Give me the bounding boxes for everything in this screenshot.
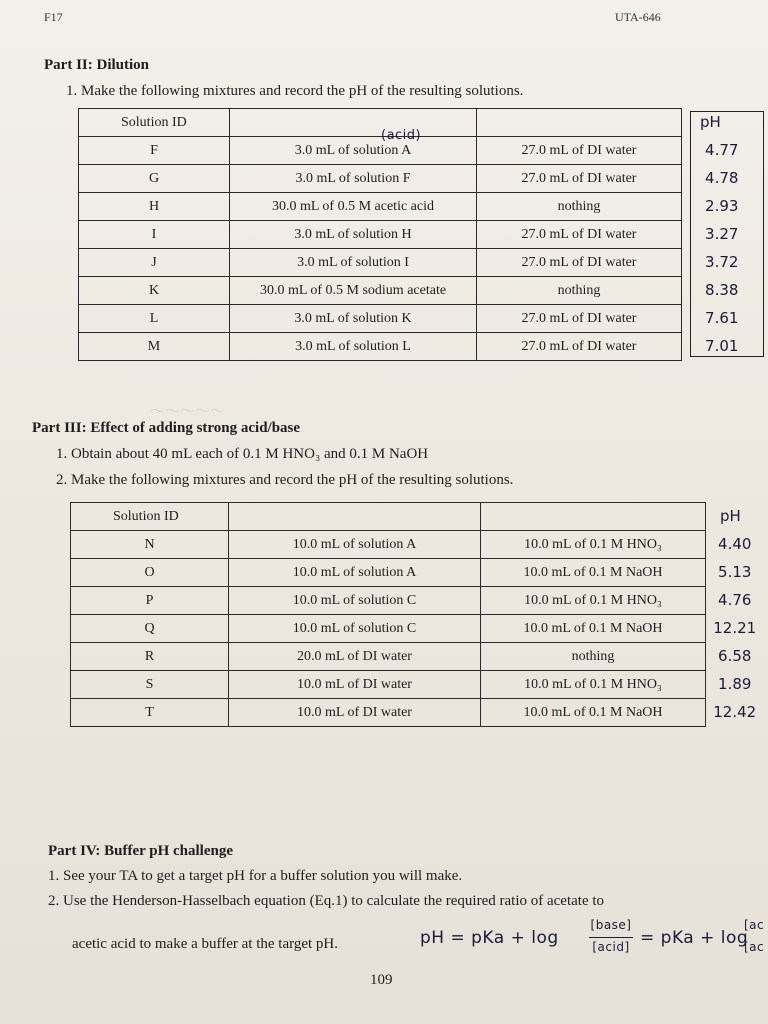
solution-id-cell: O: [71, 559, 229, 587]
component-b-cell: 27.0 mL of DI water: [477, 221, 682, 249]
component-b-cell: nothing: [477, 193, 682, 221]
solution-id-cell: H: [79, 193, 230, 221]
component-a-cell: 3.0 mL of solution A: [230, 137, 477, 165]
component-a-cell: 10.0 mL of DI water: [229, 671, 481, 699]
equation-numerator-2: [ac: [744, 918, 765, 932]
table-row: [71, 559, 764, 587]
table-row: [79, 333, 762, 361]
solution-id-header: Solution ID: [79, 109, 230, 137]
component-a-cell: 30.0 mL of 0.5 M acetic acid: [230, 193, 477, 221]
table-row: [79, 165, 762, 193]
table-row: [71, 531, 764, 559]
component-b-cell: nothing: [477, 277, 682, 305]
bleed-through-text: ～～～～～: [150, 402, 226, 420]
component-b-cell: 27.0 mL of DI water: [477, 165, 682, 193]
fraction-bar: [589, 937, 633, 938]
part3-item2: 2. Make the following mixtures and record the pH of the resulting solutions.: [56, 472, 514, 488]
ph-value-cell: [706, 615, 764, 643]
acid-annotation: (acid): [381, 128, 422, 143]
ph-value-cell: [706, 559, 764, 587]
ph-value: 4.78: [705, 169, 739, 187]
table-row: [71, 643, 764, 671]
component-a-cell: 10.0 mL of solution A: [229, 531, 481, 559]
component-a-cell: 3.0 mL of solution K: [230, 305, 477, 333]
solution-id-cell: S: [71, 671, 229, 699]
component-a-cell: 3.0 mL of solution F: [230, 165, 477, 193]
component-a-cell: 3.0 mL of solution L: [230, 333, 477, 361]
component-b-cell: 10.0 mL of 0.1 M NaOH: [481, 559, 706, 587]
dilution-table: [78, 108, 762, 361]
component-b-cell: 10.0 mL of 0.1 M HNO₃: [481, 587, 706, 615]
component-a-cell: 3.0 mL of solution H: [230, 221, 477, 249]
ph-value: 12.42: [713, 703, 757, 721]
ph-value-cell: [706, 643, 764, 671]
solution-id-cell: K: [79, 277, 230, 305]
component-b-cell: 27.0 mL of DI water: [477, 305, 682, 333]
header-left: F17: [44, 10, 63, 24]
equation-lhs: pH = pKa + log: [420, 928, 559, 948]
table-row: [71, 587, 764, 615]
ph-value: 3.72: [705, 253, 739, 271]
ph-value-cell: [706, 531, 764, 559]
solution-id-cell: L: [79, 305, 230, 333]
ph-value: 5.13: [718, 563, 752, 581]
component-b-cell: 10.0 mL of 0.1 M HNO₃: [481, 671, 706, 699]
part3-item1: 1. Obtain about 40 mL each of 0.1 M HNO₃ and 0.1 M NaOH: [56, 446, 429, 462]
ph-value: 4.77: [705, 141, 739, 159]
table-row: [79, 221, 762, 249]
ph-value: 8.38: [705, 281, 739, 299]
solution-id-cell: F: [79, 137, 230, 165]
ph-value-cell: [706, 671, 764, 699]
ph-value-cell: [706, 587, 764, 615]
part4-item1: 1. See your TA to get a target pH for a buffer solution you will make.: [48, 868, 463, 884]
part2-title: Part II: Dilution: [44, 57, 149, 73]
part4-item2-line2: acetic acid to make a buffer at the target pH.: [72, 936, 338, 952]
ph-column-box-part2: [690, 111, 764, 357]
strong-acid-base-table: [70, 502, 764, 727]
ph-value: 7.61: [705, 309, 739, 327]
part4-item2-line1: 2. Use the Henderson-Hasselbach equation (Eq.1) to calculate the required ratio of acetate to: [48, 893, 605, 909]
component-b-cell: nothing: [481, 643, 706, 671]
solution-id-cell: R: [71, 643, 229, 671]
ph-value: 6.58: [718, 647, 752, 665]
part2-item1: 1. Make the following mixtures and record the pH of the resulting solutions.: [66, 83, 524, 99]
solution-id-header: Solution ID: [71, 503, 229, 531]
table-row: [71, 671, 764, 699]
component-a-cell: 30.0 mL of 0.5 M sodium acetate: [230, 277, 477, 305]
ph-value-cell: [706, 699, 764, 727]
table-row: [79, 193, 762, 221]
table-row: [71, 699, 764, 727]
ph-value: 3.27: [705, 225, 739, 243]
solution-id-cell: P: [71, 587, 229, 615]
part4-title: Part IV: Buffer pH challenge: [48, 843, 233, 859]
ph-value: 4.40: [718, 535, 752, 553]
component-a-cell: 10.0 mL of DI water: [229, 699, 481, 727]
table-row: [71, 615, 764, 643]
ph-value: 4.76: [718, 591, 752, 609]
ph-value: 7.01: [705, 337, 739, 355]
table-row: [79, 305, 762, 333]
component-a-cell: 10.0 mL of solution C: [229, 615, 481, 643]
component-b-cell: 10.0 mL of 0.1 M NaOH: [481, 699, 706, 727]
component-a-cell: 10.0 mL of solution A: [229, 559, 481, 587]
equation-denominator: [acid]: [592, 940, 630, 954]
component-a-cell: 10.0 mL of solution C: [229, 587, 481, 615]
component-b-cell: 27.0 mL of DI water: [477, 333, 682, 361]
ph-header: pH: [700, 113, 721, 131]
ph-value: 12.21: [713, 619, 757, 637]
solution-id-cell: J: [79, 249, 230, 277]
equation-rhs: = pKa + log: [640, 928, 749, 948]
solution-id-cell: G: [79, 165, 230, 193]
solution-id-cell: Q: [71, 615, 229, 643]
component-b-cell: 10.0 mL of 0.1 M NaOH: [481, 615, 706, 643]
ph-header: pH: [720, 507, 741, 525]
ph-value: 1.89: [718, 675, 752, 693]
component-a-cell: 3.0 mL of solution I: [230, 249, 477, 277]
header-right: UTA-646: [615, 10, 661, 24]
component-b-cell: 27.0 mL of DI water: [477, 137, 682, 165]
page-number: 109: [370, 972, 393, 988]
component-b-cell: 10.0 mL of 0.1 M HNO₃: [481, 531, 706, 559]
table-row: [79, 277, 762, 305]
solution-id-cell: I: [79, 221, 230, 249]
component-b-cell: 27.0 mL of DI water: [477, 249, 682, 277]
equation-numerator: [base]: [590, 918, 632, 932]
equation-denominator-2: [ac: [744, 940, 765, 954]
table-header-row: [71, 503, 764, 531]
ph-value: 2.93: [705, 197, 739, 215]
part3-title: Part III: Effect of adding strong acid/base: [32, 420, 301, 436]
solution-id-cell: T: [71, 699, 229, 727]
solution-id-cell: M: [79, 333, 230, 361]
component-a-cell: 20.0 mL of DI water: [229, 643, 481, 671]
solution-id-cell: N: [71, 531, 229, 559]
table-row: [79, 249, 762, 277]
